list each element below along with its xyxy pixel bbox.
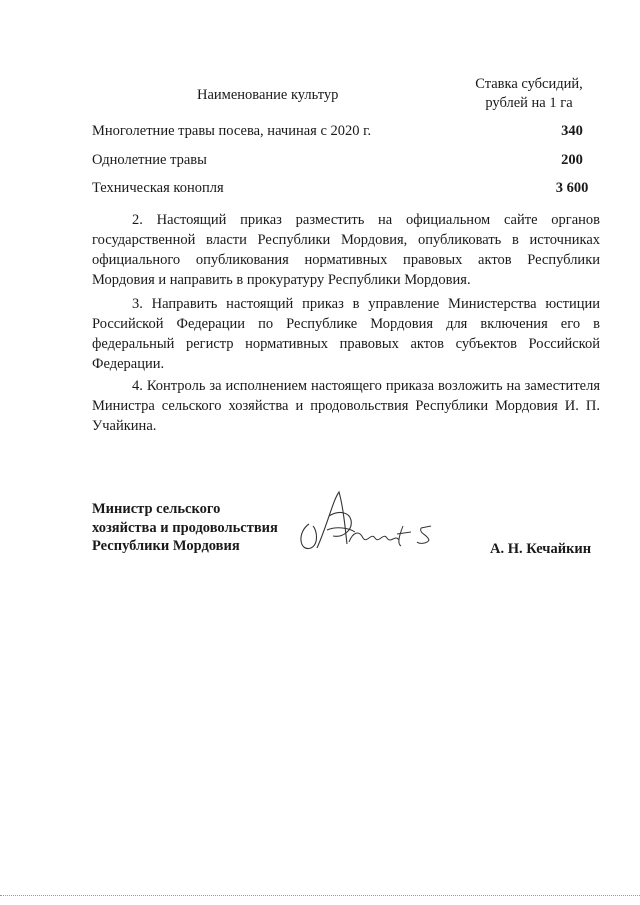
signatory-title-line1: Министр сельского [92,501,221,517]
table-header-subsidy-rate [465,75,593,113]
table-cell-rate: 200 [561,152,583,168]
page-bottom-edge [0,895,640,896]
table-row [92,152,602,172]
table-header-crop-name: Наименование культур [197,87,339,103]
table-cell-rate: 340 [561,123,583,139]
signatory-title-line2: хозяйства и продовольствия [92,519,278,536]
table-row [92,123,602,143]
paragraph-3: 3. Направить настоящий приказ в управление Министерства юстиции Российской Федерации по Республике Мордовия для включения его в федеральный регистр нормативных правовых актов субъектов Российской Федерации. [92,296,600,372]
paragraph-2: 2. Настоящий приказ разместить на официальном сайте органов государственной власти Республики Мордовия, опубликовать в источниках официального опубликования нормативных правовых актов Республики Мордовия и направить в прокуратуру Республики Мордовия. [92,212,600,288]
table-cell-crop: Многолетние травы посева, начиная с 2020 г. [92,123,372,139]
signatory-title [92,500,278,556]
paragraph-4: 4. Контроль за исполнением настоящего приказа возложить на заместителя Министра сельского хозяйства и продовольствия Республики Мордовия И. П. Учайкина. [92,378,600,434]
signatory-title-line3: Республики Мордовия [92,538,240,554]
table-row [92,180,602,200]
handwritten-signature [293,486,433,558]
table-cell-rate: 3 600 [555,180,589,196]
signatory-name: А. Н. Кечайкин [490,541,592,557]
table-header-subsidy-rate-line1: Ставка субсидий, [475,76,583,92]
table-cell-crop: Техническая конопля [92,180,224,196]
table-cell-crop: Однолетние травы [92,152,207,168]
table-header-subsidy-rate-line2: рублей на 1 га [485,95,573,111]
